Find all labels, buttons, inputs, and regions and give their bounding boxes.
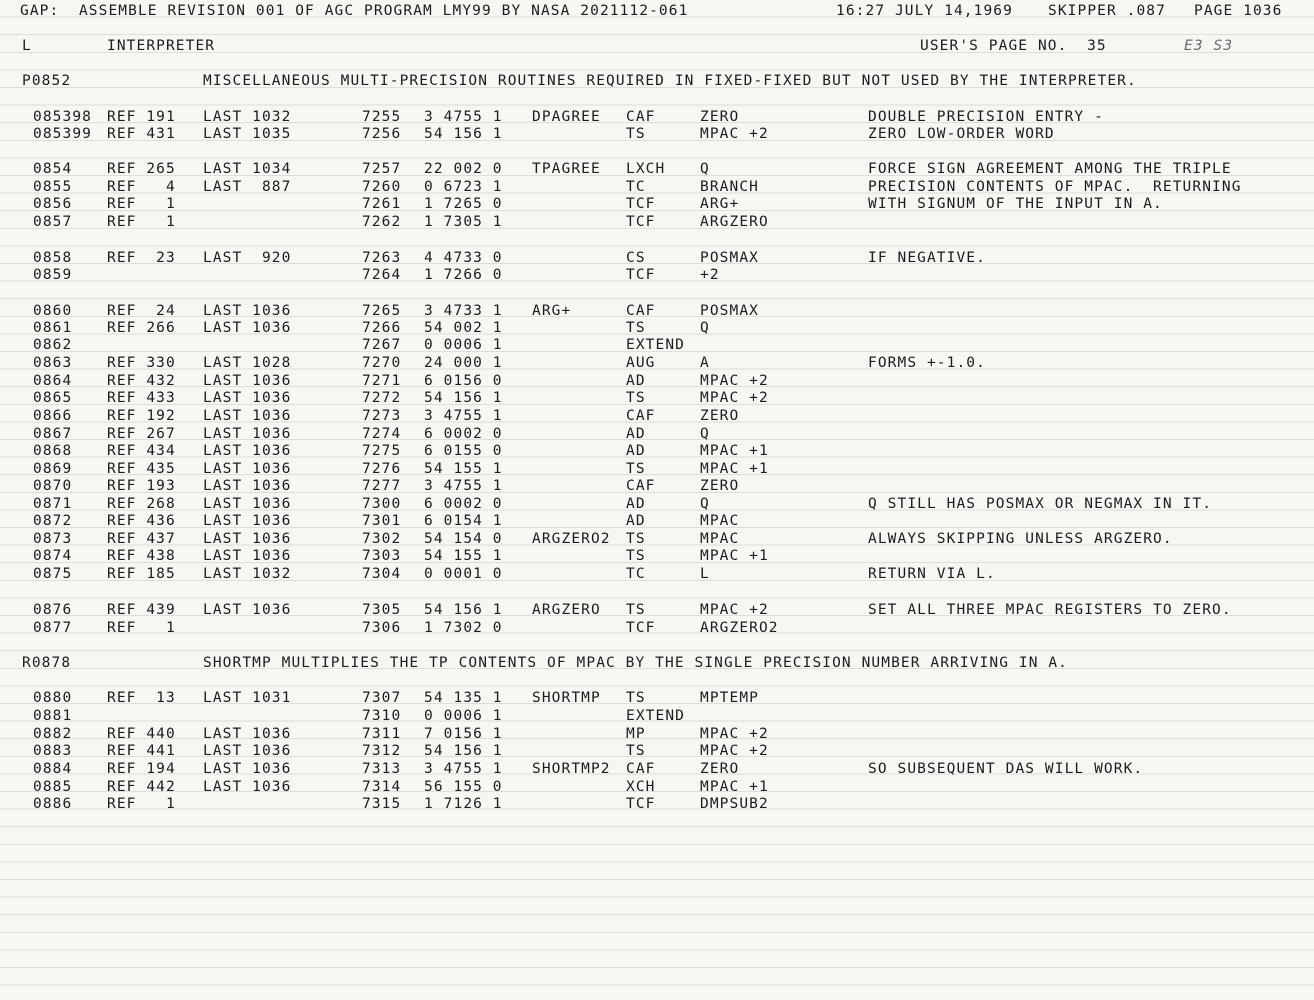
cell-code: 0 0001 0 xyxy=(424,566,503,582)
cell-operand: Q xyxy=(700,426,710,442)
cell-ref: REF 431 xyxy=(107,126,176,142)
print-timestamp: 16:27 JULY 14,1969 xyxy=(836,3,1013,19)
cell-operand: ARG+ xyxy=(700,196,740,212)
listing-row xyxy=(0,425,1314,443)
cell-last: LAST 1032 xyxy=(203,566,292,582)
cell-seq: 0884 xyxy=(33,761,73,777)
cell-ref: REF 436 xyxy=(107,513,176,529)
cell-label: ARG+ xyxy=(532,303,572,319)
cell-operand: MPAC +1 xyxy=(700,779,769,795)
cell-addr: 7265 xyxy=(362,303,402,319)
page-number: PAGE 1036 xyxy=(1194,3,1283,19)
cell-code: 54 155 1 xyxy=(424,548,503,564)
cell-ref: REF 267 xyxy=(107,426,176,442)
cell-code: 6 0154 1 xyxy=(424,513,503,529)
cell-seq: 0880 xyxy=(33,690,73,706)
cell-last: LAST 1036 xyxy=(203,303,292,319)
cell-op: TCF xyxy=(626,796,656,812)
cell-code: 1 7302 0 xyxy=(424,620,503,636)
cell-addr: 7301 xyxy=(362,513,402,529)
cell-seq: 0860 xyxy=(33,303,73,319)
cell-seq: 085398 xyxy=(33,109,92,125)
cell-code: 3 4755 1 xyxy=(424,408,503,424)
listing-row xyxy=(0,319,1314,337)
cell-addr: 7315 xyxy=(362,796,402,812)
cell-addr: 7257 xyxy=(362,161,402,177)
listing-row xyxy=(0,160,1314,178)
cell-last: LAST 1036 xyxy=(203,761,292,777)
cell-ref: REF 442 xyxy=(107,779,176,795)
section-header xyxy=(0,37,1314,55)
cell-addr: 7262 xyxy=(362,214,402,230)
listing-row xyxy=(0,778,1314,796)
cell-operand: MPAC xyxy=(700,513,740,529)
cell-last: LAST 1031 xyxy=(203,690,292,706)
cell-ref: REF 330 xyxy=(107,355,176,371)
listing-row xyxy=(0,460,1314,478)
cell-operand: Q xyxy=(700,161,710,177)
cell-addr: 7266 xyxy=(362,320,402,336)
cell-seq: 0883 xyxy=(33,743,73,759)
cell-seq: 0872 xyxy=(33,513,73,529)
listing-row xyxy=(0,565,1314,583)
listing-row xyxy=(0,707,1314,725)
cell-op: AD xyxy=(626,373,646,389)
cell-last: LAST 1036 xyxy=(203,478,292,494)
users-page-number: USER'S PAGE NO. 35 xyxy=(920,38,1107,54)
cell-op: TCF xyxy=(626,620,656,636)
cell-label: SHORTMP2 xyxy=(532,761,611,777)
cell-seq: 0858 xyxy=(33,250,73,266)
cell-comment: Q STILL HAS POSMAX OR NEGMAX IN IT. xyxy=(868,496,1213,512)
cell-op: TS xyxy=(626,743,646,759)
cell-ref: REF 24 xyxy=(107,303,176,319)
listing-row xyxy=(0,512,1314,530)
cell-code: 4 4733 0 xyxy=(424,250,503,266)
cell-seq: 0877 xyxy=(33,620,73,636)
cell-operand: ZERO xyxy=(700,109,740,125)
cell-last: LAST 1036 xyxy=(203,513,292,529)
cell-op: CAF xyxy=(626,761,656,777)
cell-seq: 0856 xyxy=(33,196,73,212)
cell-addr: 7275 xyxy=(362,443,402,459)
cell-comment: FORCE SIGN AGREEMENT AMONG THE TRIPLE xyxy=(868,161,1232,177)
cell-comment: DOUBLE PRECISION ENTRY - xyxy=(868,109,1104,125)
cell-operand: ARGZERO xyxy=(700,214,769,230)
cell-op: TCF xyxy=(626,214,656,230)
cell-last: LAST 1028 xyxy=(203,355,292,371)
cell-ref: REF 1 xyxy=(107,214,176,230)
cell-addr: 7261 xyxy=(362,196,402,212)
cell-code: 6 0002 0 xyxy=(424,426,503,442)
listing-row xyxy=(0,178,1314,196)
cell-ref: REF 438 xyxy=(107,548,176,564)
cell-addr: 7267 xyxy=(362,337,402,353)
cell-op: MP xyxy=(626,726,646,742)
cell-code: 54 156 1 xyxy=(424,126,503,142)
cell-last: LAST 1034 xyxy=(203,161,292,177)
listing-row xyxy=(0,530,1314,548)
cell-operand: MPAC xyxy=(700,531,740,547)
cell-code: 0 0006 1 xyxy=(424,708,503,724)
cell-seq: 0861 xyxy=(33,320,73,336)
cell-op: CAF xyxy=(626,109,656,125)
cell-last: LAST 887 xyxy=(203,179,292,195)
handwritten-note: E3 S3 xyxy=(1184,38,1234,54)
cell-operand: MPAC +1 xyxy=(700,443,769,459)
cell-seq: 0881 xyxy=(33,708,73,724)
cell-last: LAST 1036 xyxy=(203,373,292,389)
listing-row xyxy=(0,354,1314,372)
cell-op: EXTEND xyxy=(626,337,685,353)
cell-addr: 7276 xyxy=(362,461,402,477)
cell-ref: REF 435 xyxy=(107,461,176,477)
cell-addr: 7274 xyxy=(362,426,402,442)
cell-ref: REF 437 xyxy=(107,531,176,547)
cell-addr: 7256 xyxy=(362,126,402,142)
cell-seq: 0885 xyxy=(33,779,73,795)
cell-addr: 7271 xyxy=(362,373,402,389)
heading-text: MISCELLANEOUS MULTI-PRECISION ROUTINES REQUIRED IN FIXED-FIXED BUT NOT USED BY THE INTERPRETER. xyxy=(203,73,1137,89)
cell-seq: 0870 xyxy=(33,478,73,494)
cell-op: AD xyxy=(626,513,646,529)
cell-seq: 0859 xyxy=(33,267,73,283)
cell-addr: 7272 xyxy=(362,390,402,406)
listing-row xyxy=(0,266,1314,284)
user-id: SKIPPER .087 xyxy=(1048,3,1166,19)
listing-row xyxy=(0,742,1314,760)
cell-addr: 7270 xyxy=(362,355,402,371)
cell-operand: MPAC +2 xyxy=(700,743,769,759)
cell-last: LAST 1036 xyxy=(203,320,292,336)
cell-code: 6 0156 0 xyxy=(424,373,503,389)
cell-op: TC xyxy=(626,179,646,195)
cell-addr: 7277 xyxy=(362,478,402,494)
cell-op: CAF xyxy=(626,478,656,494)
listing-row xyxy=(0,389,1314,407)
cell-operand: MPAC +2 xyxy=(700,373,769,389)
cell-last: LAST 1036 xyxy=(203,408,292,424)
cell-code: 3 4755 1 xyxy=(424,478,503,494)
cell-last: LAST 1032 xyxy=(203,109,292,125)
cell-op: TS xyxy=(626,602,646,618)
cell-last: LAST 1036 xyxy=(203,390,292,406)
cell-seq: 0865 xyxy=(33,390,73,406)
cell-ref: REF 268 xyxy=(107,496,176,512)
listing-row xyxy=(0,725,1314,743)
cell-seq: 0867 xyxy=(33,426,73,442)
section-marker: L xyxy=(22,38,32,54)
cell-seq: 0876 xyxy=(33,602,73,618)
cell-seq: 0882 xyxy=(33,726,73,742)
cell-operand: MPTEMP xyxy=(700,690,759,706)
cell-code: 1 7266 0 xyxy=(424,267,503,283)
cell-comment: ZERO LOW-ORDER WORD xyxy=(868,126,1055,142)
cell-op: AD xyxy=(626,426,646,442)
cell-code: 0 0006 1 xyxy=(424,337,503,353)
cell-seq: 085399 xyxy=(33,126,92,142)
cell-code: 54 156 1 xyxy=(424,602,503,618)
section-name: INTERPRETER xyxy=(107,38,216,54)
cell-op: XCH xyxy=(626,779,656,795)
cell-label: ARGZERO xyxy=(532,602,601,618)
page-header xyxy=(0,2,1314,20)
cell-op: TCF xyxy=(626,267,656,283)
cell-addr: 7263 xyxy=(362,250,402,266)
cell-last: LAST 1036 xyxy=(203,531,292,547)
cell-code: 54 002 1 xyxy=(424,320,503,336)
cell-seq: 0869 xyxy=(33,461,73,477)
cell-seq: 0871 xyxy=(33,496,73,512)
cell-ref: REF 4 xyxy=(107,179,176,195)
cell-comment: SET ALL THREE MPAC REGISTERS TO ZERO. xyxy=(868,602,1232,618)
cell-ref: REF 191 xyxy=(107,109,176,125)
cell-ref: REF 1 xyxy=(107,796,176,812)
cell-label: TPAGREE xyxy=(532,161,601,177)
cell-label: ARGZERO2 xyxy=(532,531,611,547)
cell-ref: REF 185 xyxy=(107,566,176,582)
listing-row xyxy=(0,760,1314,778)
cell-code: 54 155 1 xyxy=(424,461,503,477)
cell-code: 56 155 0 xyxy=(424,779,503,795)
cell-last: LAST 1035 xyxy=(203,126,292,142)
cell-op: CS xyxy=(626,250,646,266)
cell-operand: MPAC +2 xyxy=(700,602,769,618)
cell-ref: REF 441 xyxy=(107,743,176,759)
cell-addr: 7264 xyxy=(362,267,402,283)
cell-last: LAST 1036 xyxy=(203,443,292,459)
cell-addr: 7307 xyxy=(362,690,402,706)
cell-seq: 0863 xyxy=(33,355,73,371)
cell-op: AD xyxy=(626,443,646,459)
cell-op: LXCH xyxy=(626,161,666,177)
listing-row xyxy=(0,195,1314,213)
cell-code: 54 156 1 xyxy=(424,743,503,759)
section-heading xyxy=(0,654,1314,672)
cell-ref: REF 1 xyxy=(107,620,176,636)
cell-operand: DMPSUB2 xyxy=(700,796,769,812)
cell-last: LAST 1036 xyxy=(203,602,292,618)
listing-row xyxy=(0,213,1314,231)
cell-operand: A xyxy=(700,355,710,371)
cell-code: 3 4733 1 xyxy=(424,303,503,319)
cell-addr: 7312 xyxy=(362,743,402,759)
cell-code: 54 154 0 xyxy=(424,531,503,547)
cell-op: TS xyxy=(626,690,646,706)
cell-op: CAF xyxy=(626,408,656,424)
cell-op: CAF xyxy=(626,303,656,319)
cell-comment: WITH SIGNUM OF THE INPUT IN A. xyxy=(868,196,1163,212)
cell-code: 1 7126 1 xyxy=(424,796,503,812)
cell-operand: ZERO xyxy=(700,408,740,424)
cell-ref: REF 194 xyxy=(107,761,176,777)
cell-operand: MPAC +2 xyxy=(700,726,769,742)
cell-last: LAST 1036 xyxy=(203,726,292,742)
cell-op: AUG xyxy=(626,355,656,371)
cell-seq: 0886 xyxy=(33,796,73,812)
cell-operand: POSMAX xyxy=(700,250,759,266)
listing-row xyxy=(0,249,1314,267)
cell-addr: 7273 xyxy=(362,408,402,424)
cell-operand: POSMAX xyxy=(700,303,759,319)
cell-code: 6 0002 0 xyxy=(424,496,503,512)
heading-text: SHORTMP MULTIPLIES THE TP CONTENTS OF MPAC BY THE SINGLE PRECISION NUMBER ARRIVING IN A. xyxy=(203,655,1069,671)
cell-last: LAST 1036 xyxy=(203,548,292,564)
cell-ref: REF 1 xyxy=(107,196,176,212)
cell-addr: 7313 xyxy=(362,761,402,777)
cell-code: 3 4755 1 xyxy=(424,109,503,125)
cell-addr: 7300 xyxy=(362,496,402,512)
cell-ref: REF 432 xyxy=(107,373,176,389)
cell-code: 24 000 1 xyxy=(424,355,503,371)
cell-op: TS xyxy=(626,531,646,547)
cell-addr: 7314 xyxy=(362,779,402,795)
cell-seq: 0855 xyxy=(33,179,73,195)
listing-row xyxy=(0,547,1314,565)
cell-op: TCF xyxy=(626,196,656,212)
listing-row xyxy=(0,601,1314,619)
cell-ref: REF 193 xyxy=(107,478,176,494)
cell-op: TS xyxy=(626,461,646,477)
cell-ref: REF 266 xyxy=(107,320,176,336)
cell-seq: 0874 xyxy=(33,548,73,564)
cell-comment: RETURN VIA L. xyxy=(868,566,996,582)
cell-comment: IF NEGATIVE. xyxy=(868,250,986,266)
cell-comment: PRECISION CONTENTS OF MPAC. RETURNING xyxy=(868,179,1242,195)
cell-code: 54 156 1 xyxy=(424,390,503,406)
cell-addr: 7260 xyxy=(362,179,402,195)
cell-code: 7 0156 1 xyxy=(424,726,503,742)
listing-row xyxy=(0,442,1314,460)
listing-row xyxy=(0,372,1314,390)
listing-row xyxy=(0,336,1314,354)
assembly-title: GAP: ASSEMBLE REVISION 001 OF AGC PROGRAM LMY99 BY NASA 2021112-061 xyxy=(20,3,689,19)
cell-addr: 7305 xyxy=(362,602,402,618)
cell-op: TC xyxy=(626,566,646,582)
cell-seq: 0862 xyxy=(33,337,73,353)
listing-row xyxy=(0,477,1314,495)
listing-row xyxy=(0,302,1314,320)
cell-op: TS xyxy=(626,390,646,406)
cell-ref: REF 439 xyxy=(107,602,176,618)
cell-ref: REF 23 xyxy=(107,250,176,266)
listing-row xyxy=(0,407,1314,425)
cell-addr: 7310 xyxy=(362,708,402,724)
cell-operand: Q xyxy=(700,320,710,336)
cell-operand: MPAC +2 xyxy=(700,390,769,406)
cell-comment: FORMS +-1.0. xyxy=(868,355,986,371)
cell-code: 1 7265 0 xyxy=(424,196,503,212)
cell-seq: 0854 xyxy=(33,161,73,177)
cell-last: LAST 1036 xyxy=(203,496,292,512)
cell-ref: REF 434 xyxy=(107,443,176,459)
cell-code: 54 135 1 xyxy=(424,690,503,706)
cell-code: 1 7305 1 xyxy=(424,214,503,230)
listing-row xyxy=(0,495,1314,513)
cell-operand: ZERO xyxy=(700,478,740,494)
cell-last: LAST 1036 xyxy=(203,779,292,795)
cell-seq: 0857 xyxy=(33,214,73,230)
cell-op: AD xyxy=(626,496,646,512)
cell-last: LAST 920 xyxy=(203,250,292,266)
cell-code: 0 6723 1 xyxy=(424,179,503,195)
cell-seq: 0868 xyxy=(33,443,73,459)
cell-operand: L xyxy=(700,566,710,582)
cell-operand: BRANCH xyxy=(700,179,759,195)
section-heading xyxy=(0,72,1314,90)
cell-comment: ALWAYS SKIPPING UNLESS ARGZERO. xyxy=(868,531,1173,547)
cell-ref: REF 13 xyxy=(107,690,176,706)
cell-operand: ZERO xyxy=(700,761,740,777)
cell-op: EXTEND xyxy=(626,708,685,724)
cell-seq: 0866 xyxy=(33,408,73,424)
cell-last: LAST 1036 xyxy=(203,426,292,442)
cell-label: SHORTMP xyxy=(532,690,601,706)
cell-addr: 7304 xyxy=(362,566,402,582)
cell-ref: REF 433 xyxy=(107,390,176,406)
cell-addr: 7302 xyxy=(362,531,402,547)
heading-id: R0878 xyxy=(22,655,72,671)
cell-op: TS xyxy=(626,548,646,564)
cell-last: LAST 1036 xyxy=(203,743,292,759)
cell-operand: MPAC +1 xyxy=(700,548,769,564)
cell-last: LAST 1036 xyxy=(203,461,292,477)
cell-code: 6 0155 0 xyxy=(424,443,503,459)
cell-addr: 7311 xyxy=(362,726,402,742)
listing-row xyxy=(0,619,1314,637)
listing-row xyxy=(0,795,1314,813)
cell-operand: +2 xyxy=(700,267,720,283)
listing-row xyxy=(0,108,1314,126)
cell-code: 3 4755 1 xyxy=(424,761,503,777)
listing-row xyxy=(0,689,1314,707)
cell-op: TS xyxy=(626,320,646,336)
heading-id: P0852 xyxy=(22,73,72,89)
cell-seq: 0864 xyxy=(33,373,73,389)
cell-ref: REF 440 xyxy=(107,726,176,742)
cell-operand: MPAC +1 xyxy=(700,461,769,477)
cell-addr: 7303 xyxy=(362,548,402,564)
cell-ref: REF 192 xyxy=(107,408,176,424)
cell-operand: ARGZERO2 xyxy=(700,620,779,636)
cell-label: DPAGREE xyxy=(532,109,601,125)
cell-comment: SO SUBSEQUENT DAS WILL WORK. xyxy=(868,761,1144,777)
cell-addr: 7255 xyxy=(362,109,402,125)
cell-operand: Q xyxy=(700,496,710,512)
listing-row xyxy=(0,125,1314,143)
cell-operand: MPAC +2 xyxy=(700,126,769,142)
cell-ref: REF 265 xyxy=(107,161,176,177)
cell-op: TS xyxy=(626,126,646,142)
cell-seq: 0873 xyxy=(33,531,73,547)
cell-addr: 7306 xyxy=(362,620,402,636)
cell-code: 22 002 0 xyxy=(424,161,503,177)
cell-seq: 0875 xyxy=(33,566,73,582)
